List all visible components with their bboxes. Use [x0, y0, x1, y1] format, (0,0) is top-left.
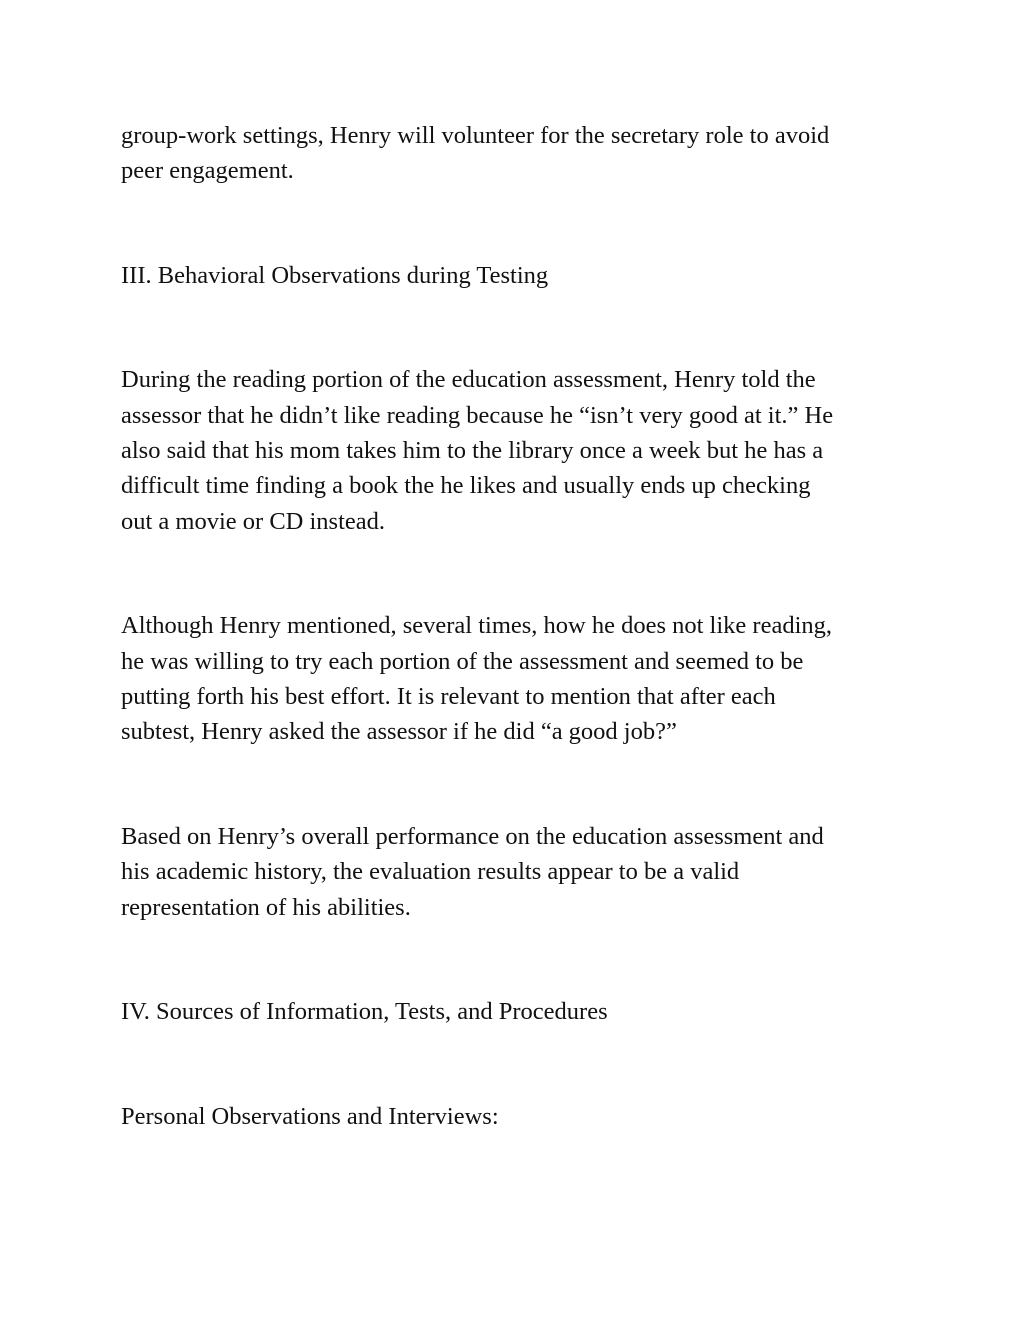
reading-behavior-paragraph — [121, 362, 921, 539]
section-iv-subheading: Personal Observations and Interviews: — [121, 1102, 499, 1130]
text-line: representation of his abilities. — [121, 893, 411, 921]
document-page — [121, 118, 921, 1134]
continuation-paragraph — [121, 118, 921, 189]
text-line: assessor that he didn’t like reading because he “isn’t very good at it.” He — [121, 401, 834, 429]
section-iii-heading: III. Behavioral Observations during Testing — [121, 261, 549, 289]
text-line: peer engagement. — [121, 157, 294, 185]
effort-paragraph — [121, 608, 921, 750]
text-line: his academic history, the evaluation results appear to be a valid — [121, 858, 740, 886]
text-line: he was willing to try each portion of the assessment and seemed to be — [121, 647, 804, 675]
text-line: group-work settings, Henry will volunteer for the secretary role to avoid — [121, 122, 830, 149]
text-line: During the reading portion of the education assessment, Henry told the — [121, 366, 816, 394]
text-line: subtest, Henry asked the assessor if he did “a good job?” — [121, 718, 677, 746]
text-line: difficult time finding a book the he likes and usually ends up checking — [121, 472, 811, 500]
text-line: out a movie or CD instead. — [121, 507, 386, 535]
text-line: putting forth his best effort. It is relevant to mention that after each — [121, 683, 776, 711]
text-line: also said that his mom takes him to the library once a week but he has a — [121, 437, 824, 465]
validity-paragraph — [121, 819, 921, 925]
section-iv-heading: IV. Sources of Information, Tests, and Procedures — [121, 998, 608, 1026]
text-line: Although Henry mentioned, several times, how he does not like reading, — [121, 612, 833, 640]
text-line: Based on Henry’s overall performance on the education assessment and — [121, 822, 824, 850]
